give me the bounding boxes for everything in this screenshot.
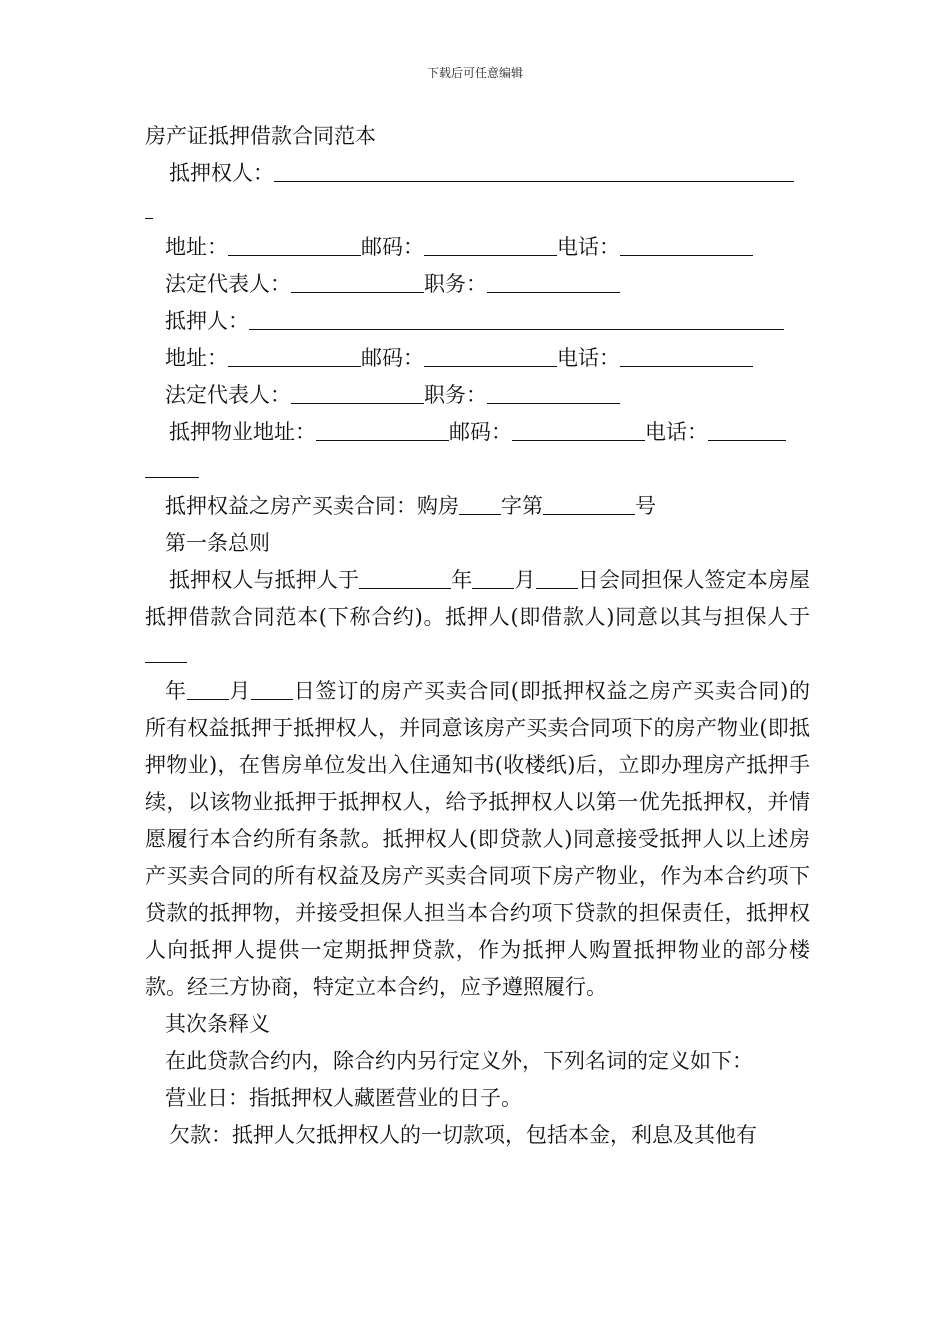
year-label: 年: [451, 568, 473, 592]
guarantor-date-blank: [145, 640, 187, 663]
article1-p1-b: 日会同担保人签定本房屋抵押借款合同范本(下称合约)。抵押人(即借款人)同意以其与担保人于: [145, 568, 810, 629]
address-label: 地址：: [165, 235, 228, 259]
mortgagor-blank: [249, 307, 784, 330]
phone-blank: [708, 418, 786, 441]
property-address-blank: [316, 418, 449, 441]
property-address-line-wrap: [145, 451, 810, 488]
contract-word-blank: [459, 492, 501, 515]
position-label: 职务：: [424, 383, 487, 407]
property-address-line: [145, 414, 810, 451]
mortgagee-label: 抵押权人：: [169, 161, 274, 185]
zip-label: 邮码：: [449, 420, 512, 444]
article2-intro: 在此贷款合约内，除合约内另行定义外，下列名词的定义如下：: [165, 1049, 753, 1073]
month-blank: [187, 677, 229, 700]
year-label: 年: [165, 679, 187, 703]
document-title: 房产证抵押借款合同范本: [145, 124, 376, 148]
address-label: 地址：: [165, 346, 228, 370]
position-blank: [487, 270, 620, 293]
article2-def-debt: 欠款：抵押人欠抵押权人的一切款项，包括本金，利息及其他有: [169, 1123, 757, 1147]
month-label: 月: [514, 568, 536, 592]
address-blank: [228, 344, 361, 367]
article1-paragraph1: [145, 562, 810, 673]
zip-blank: [424, 344, 557, 367]
article1-p2-b: 日签订的房产买卖合同(即抵押权益之房产买卖合同)的所有权益抵押于抵押权人，并同意该房产买卖合同项下的房产物业(即抵押物业)，在售房单位发出入住通知书(收楼纸)后，立即办理房产抵押手续，以该物业抵押于抵押权人，给予抵押权人以第一优先抵押权，并情愿履行本合约所有条款。抵押权人(即贷款人)同意接受抵押人以上述房产买卖合同的所有权益及房产买卖合同项下房产物业，作为本合约项下贷款的抵押物，并接受担保人担当本合约项下贷款的担保责任，抵押权人向抵押人提供一定期抵押贷款，作为抵押人购置抵押物业的部分楼款。经三方协商，特定立本合约，应予遵照履行。: [145, 679, 811, 999]
year-blank: [359, 566, 451, 589]
mortgagor-line: [145, 303, 810, 340]
day-blank: [536, 566, 578, 589]
property-address-label: 抵押物业地址：: [169, 420, 316, 444]
page-header-note: 下载后可任意编辑: [426, 66, 523, 80]
phone-blank: [620, 344, 753, 367]
mortgagee-blank: [274, 159, 794, 182]
mortgagor-label: 抵押人：: [165, 309, 249, 333]
article1-title: 第一条总则: [165, 531, 270, 555]
legal-rep-blank: [291, 270, 424, 293]
position-label: 职务：: [424, 272, 487, 296]
zip-blank: [424, 233, 557, 256]
zip-blank: [512, 418, 645, 441]
day-blank: [251, 677, 293, 700]
article2-title: 其次条释义: [165, 1012, 270, 1036]
mortgagor-legal-rep-line: [145, 377, 810, 414]
contract-suffix: 号: [635, 494, 656, 518]
zip-label: 邮码：: [361, 346, 424, 370]
contract-prefix: 抵押权益之房产买卖合同：购房: [165, 494, 459, 518]
legal-rep-label: 法定代表人：: [165, 272, 291, 296]
phone-label: 电话：: [645, 420, 708, 444]
mortgagee-blank-tail: [145, 196, 153, 219]
contract-number-blank: [543, 492, 635, 515]
mortgagee-legal-rep-line: [145, 266, 810, 303]
month-blank: [472, 566, 514, 589]
mortgagee-line: [145, 155, 810, 192]
article1-p1-a: 抵押权人与抵押人于: [169, 568, 360, 592]
phone-blank-tail: [145, 455, 199, 478]
article2-def-business-day: 营业日：指抵押权人藏匿营业的日子。: [165, 1086, 522, 1110]
address-blank: [228, 233, 361, 256]
month-label: 月: [228, 679, 252, 703]
mortgagor-address-line: [145, 340, 810, 377]
phone-blank: [620, 233, 753, 256]
document-body: [145, 118, 810, 1154]
phone-label: 电话：: [557, 346, 620, 370]
contract-mid: 字第: [501, 494, 543, 518]
article1-paragraph2: [145, 673, 810, 1006]
contract-line: [145, 488, 810, 525]
legal-rep-blank: [291, 381, 424, 404]
position-blank: [487, 381, 620, 404]
mortgagee-line-wrap: [145, 192, 810, 229]
phone-label: 电话：: [557, 235, 620, 259]
legal-rep-label: 法定代表人：: [165, 383, 291, 407]
zip-label: 邮码：: [361, 235, 424, 259]
mortgagee-address-line: [145, 229, 810, 266]
